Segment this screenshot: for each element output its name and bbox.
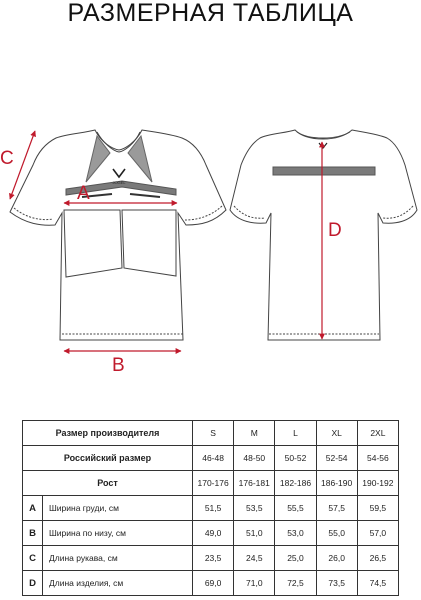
table-row-measure-d bbox=[23, 571, 399, 596]
height-label: Рост bbox=[23, 471, 193, 496]
measure-label: Длина рукава, см bbox=[43, 546, 193, 571]
size-cell: S bbox=[193, 421, 234, 446]
measure-label: Ширина по низу, см bbox=[43, 521, 193, 546]
measure-value: 57,0 bbox=[357, 521, 398, 546]
tshirt-diagram bbox=[0, 30, 421, 410]
measure-label: Ширина груди, см bbox=[43, 496, 193, 521]
russian-size-cell: 52-54 bbox=[316, 446, 357, 471]
size-cell: XL bbox=[316, 421, 357, 446]
measure-value: 26,5 bbox=[357, 546, 398, 571]
measure-value: 72,5 bbox=[275, 571, 316, 596]
measure-value: 53,5 bbox=[234, 496, 275, 521]
size-table bbox=[22, 420, 399, 596]
size-cell: L bbox=[275, 421, 316, 446]
table-row-measure-a bbox=[23, 496, 399, 521]
label-c: C bbox=[0, 148, 14, 169]
table-row-measure-b bbox=[23, 521, 399, 546]
measure-letter: D bbox=[23, 571, 43, 596]
measure-value: 71,0 bbox=[234, 571, 275, 596]
size-cell: 2XL bbox=[357, 421, 398, 446]
measure-value: 59,5 bbox=[357, 496, 398, 521]
height-cell: 170-176 bbox=[193, 471, 234, 496]
measure-value: 55,5 bbox=[275, 496, 316, 521]
measure-value: 74,5 bbox=[357, 571, 398, 596]
measure-value: 51,0 bbox=[234, 521, 275, 546]
russian-size-label: Российский размер bbox=[23, 446, 193, 471]
back-view bbox=[230, 130, 417, 340]
label-a: A bbox=[77, 183, 90, 204]
label-d: D bbox=[328, 220, 342, 241]
height-cell: 190-192 bbox=[357, 471, 398, 496]
height-cell: 182-186 bbox=[275, 471, 316, 496]
svg-text:JOGEL: JOGEL bbox=[112, 180, 126, 185]
manufacturer-size-label: Размер производителя bbox=[23, 421, 193, 446]
measure-value: 24,5 bbox=[234, 546, 275, 571]
front-outline bbox=[10, 130, 226, 340]
front-view bbox=[10, 130, 226, 340]
measure-letter: B bbox=[23, 521, 43, 546]
label-b: B bbox=[112, 355, 125, 376]
table-row-height bbox=[23, 471, 399, 496]
table-row-russian-size bbox=[23, 446, 399, 471]
russian-size-cell: 50-52 bbox=[275, 446, 316, 471]
russian-size-cell: 54-56 bbox=[357, 446, 398, 471]
measure-value: 23,5 bbox=[193, 546, 234, 571]
size-cell: M bbox=[234, 421, 275, 446]
measure-value: 25,0 bbox=[275, 546, 316, 571]
russian-size-cell: 46-48 bbox=[193, 446, 234, 471]
russian-size-cell: 48-50 bbox=[234, 446, 275, 471]
measure-value: 26,0 bbox=[316, 546, 357, 571]
measure-value: 57,5 bbox=[316, 496, 357, 521]
back-outline bbox=[230, 130, 417, 340]
measure-value: 55,0 bbox=[316, 521, 357, 546]
measure-letter: C bbox=[23, 546, 43, 571]
height-cell: 176-181 bbox=[234, 471, 275, 496]
height-cell: 186-190 bbox=[316, 471, 357, 496]
table-row-manufacturer-size bbox=[23, 421, 399, 446]
measure-value: 53,0 bbox=[275, 521, 316, 546]
measure-value: 73,5 bbox=[316, 571, 357, 596]
measure-value: 69,0 bbox=[193, 571, 234, 596]
measure-label: Длина изделия, см bbox=[43, 571, 193, 596]
table-row-measure-c bbox=[23, 546, 399, 571]
measure-value: 49,0 bbox=[193, 521, 234, 546]
page-title: РАЗМЕРНАЯ ТАБЛИЦА bbox=[67, 0, 354, 27]
measure-letter: A bbox=[23, 496, 43, 521]
measure-value: 51,5 bbox=[193, 496, 234, 521]
